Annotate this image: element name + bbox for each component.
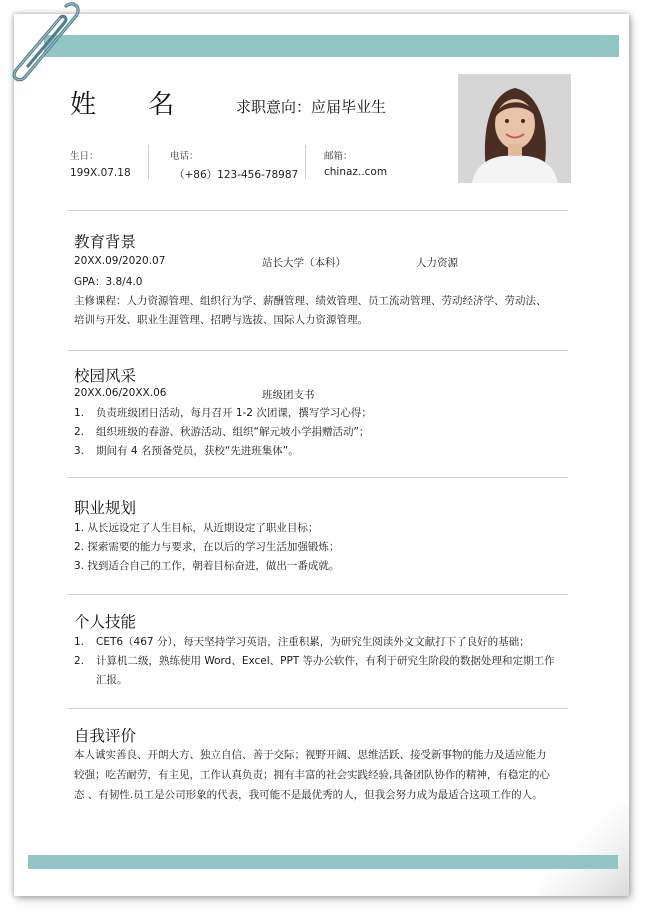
list-number: 2. bbox=[74, 426, 85, 438]
header-divider bbox=[305, 145, 306, 179]
list-text: 计算机二级，熟练使用 Word、Excel、PPT 等办公软件，有利于研究生阶段的数据处理和定期工作 bbox=[96, 655, 555, 667]
education-courses: 培训与开发、职业生涯管理、招聘与选拔、国际人力资源管理。 bbox=[74, 314, 368, 326]
list-item: 1. 从长远设定了人生目标，从近期设定了职业目标； bbox=[74, 522, 319, 534]
list-item: 2. 探索需要的能力与要求，在以后的学习生活加强锻炼； bbox=[74, 541, 340, 553]
career-title: 职业规划 bbox=[74, 499, 137, 517]
education-major: 人力资源 bbox=[416, 257, 458, 269]
self-eval-text: 态 、有韧性.员工是公司形象的代表，我可能不是最优秀的人，但我会努力成为最适合这项工作的人。 bbox=[74, 789, 543, 801]
education-period: 20XX.09/2020.07 bbox=[74, 255, 166, 267]
email-label: 邮箱： bbox=[324, 151, 353, 162]
list-item: 3. 找到适合自己的工作，朝着目标奋进，做出一番成就。 bbox=[74, 560, 340, 572]
education-gpa: GPA：3.8/4.0 bbox=[74, 276, 143, 288]
section-divider bbox=[68, 708, 568, 709]
job-target: 求职意向：应届毕业生 bbox=[236, 98, 387, 116]
section-divider bbox=[68, 210, 568, 211]
list-item bbox=[74, 653, 555, 668]
self-eval-title: 自我评价 bbox=[74, 727, 137, 745]
campus-title: 校园风采 bbox=[74, 367, 137, 385]
education-school: 站长大学（本科） bbox=[262, 257, 346, 269]
list-text: CET6（467 分），每天坚持学习英语，注重积累，为研究生阅读外文文献打下了良好的基础； bbox=[96, 636, 530, 648]
list-text: 负责班级团日活动，每月召开 1-2 次团课，撰写学习心得； bbox=[96, 407, 372, 419]
list-text: 期间有 4 名预备党员，获校“先进班集体”。 bbox=[96, 445, 299, 457]
section-divider bbox=[68, 477, 568, 478]
paperclip-icon bbox=[4, 0, 84, 90]
skills-title: 个人技能 bbox=[74, 613, 137, 631]
self-eval-text: 本人诚实善良、开朗大方、独立自信、善于交际；视野开阔、思维活跃、接受新事物的能力及适应能力 bbox=[74, 749, 547, 761]
candidate-name: 姓 名 bbox=[70, 90, 197, 120]
campus-role: 班级团支书 bbox=[262, 389, 315, 401]
birthday-label: 生日： bbox=[70, 151, 99, 162]
list-text-continued: 汇报。 bbox=[96, 674, 128, 686]
list-text: 组织班级的春游、秋游活动、组织“解元坡小学捐赠活动”； bbox=[96, 426, 370, 438]
list-number: 3. bbox=[74, 445, 85, 457]
top-accent-band bbox=[44, 35, 619, 57]
bottom-accent-band bbox=[28, 855, 618, 869]
education-courses: 主修课程：人力资源管理、组织行为学、薪酬管理、绩效管理、员工流动管理、劳动经济学、劳动法、 bbox=[74, 295, 547, 307]
birthday-value: 199X.07.18 bbox=[70, 167, 131, 179]
list-item bbox=[74, 424, 369, 439]
phone-value: （+86）123-456-78987 bbox=[174, 169, 299, 181]
page-curl bbox=[539, 806, 629, 896]
profile-photo bbox=[458, 74, 571, 183]
phone-label: 电话： bbox=[170, 151, 199, 162]
section-divider bbox=[68, 594, 568, 595]
list-number: 1. bbox=[74, 636, 85, 648]
header-divider bbox=[148, 145, 149, 179]
campus-period: 20XX.06/20XX.06 bbox=[74, 387, 167, 399]
list-item bbox=[74, 634, 530, 649]
self-eval-text: 较强；吃苦耐劳，有主见，工作认真负责；拥有丰富的社会实践经验,具备团队协作的精神，有稳定的心 bbox=[74, 769, 550, 781]
education-title: 教育背景 bbox=[74, 233, 137, 251]
email-value: chinaz..com bbox=[324, 166, 388, 178]
section-divider bbox=[68, 350, 568, 351]
list-item bbox=[74, 405, 372, 420]
list-number: 1. bbox=[74, 407, 85, 419]
list-number: 2. bbox=[74, 655, 85, 667]
list-item bbox=[74, 443, 299, 458]
